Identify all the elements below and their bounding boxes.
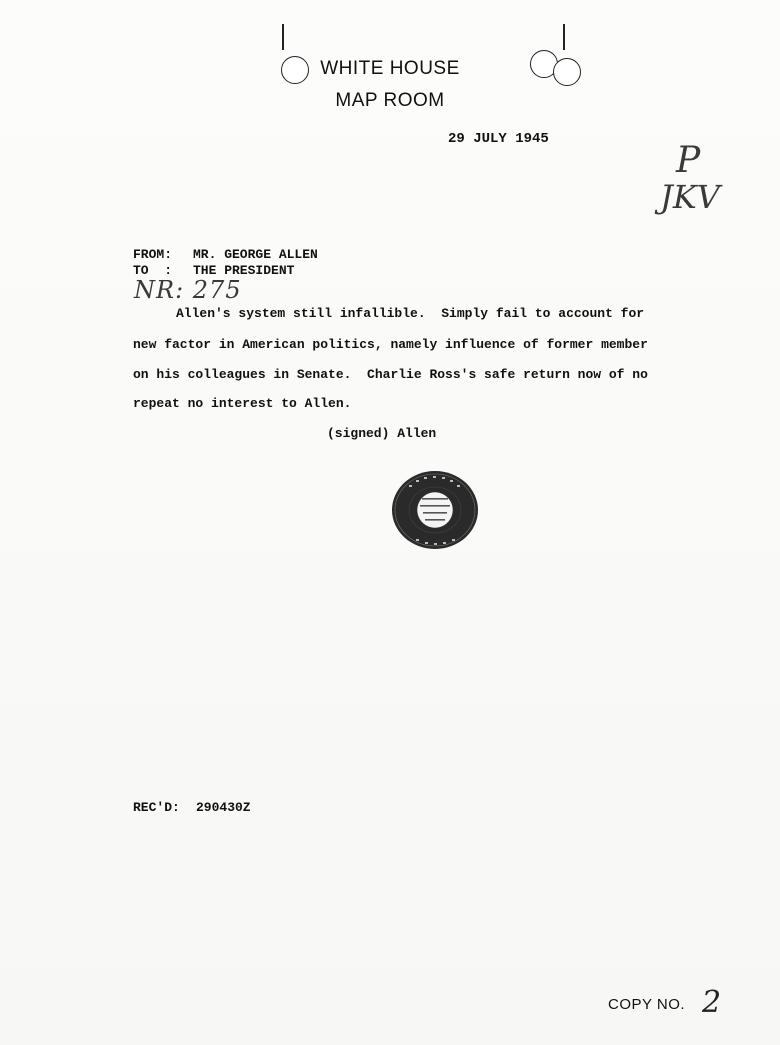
message-line-3: on his colleagues in Senate. Charlie Ross's safe return now of no (133, 367, 648, 382)
fold-tick-right (563, 24, 565, 50)
copy-label: COPY NO. (608, 996, 686, 1013)
received-value: 290430Z (196, 800, 251, 815)
to-label: TO : (133, 263, 173, 278)
header-line2: MAP ROOM (335, 90, 445, 111)
handwritten-initials-jkv: JKV (660, 178, 720, 216)
message-line-2: new factor in American politics, namely influence of former member (133, 337, 648, 352)
received-label: REC'D: (133, 800, 180, 815)
from-label: FROM: (133, 247, 173, 262)
from-value: MR. GEORGE ALLEN (193, 247, 318, 262)
archive-stamp-seal-icon (392, 471, 478, 549)
handwritten-initial-p: P (676, 140, 701, 181)
signature: (signed) Allen (327, 426, 437, 441)
handwritten-number: NR: 275 (134, 276, 242, 304)
date: 29 JULY 1945 (448, 131, 549, 147)
fold-tick-left (282, 24, 284, 50)
archive-stamp (392, 471, 478, 549)
message-line-4: repeat no interest to Allen. (133, 396, 352, 411)
to-value: THE PRESIDENT (193, 263, 295, 278)
message-line-1: Allen's system still infallible. Simply fail to account for (176, 306, 645, 321)
header-line1: WHITE HOUSE (320, 58, 460, 79)
copy-number: 2 (702, 985, 722, 1020)
